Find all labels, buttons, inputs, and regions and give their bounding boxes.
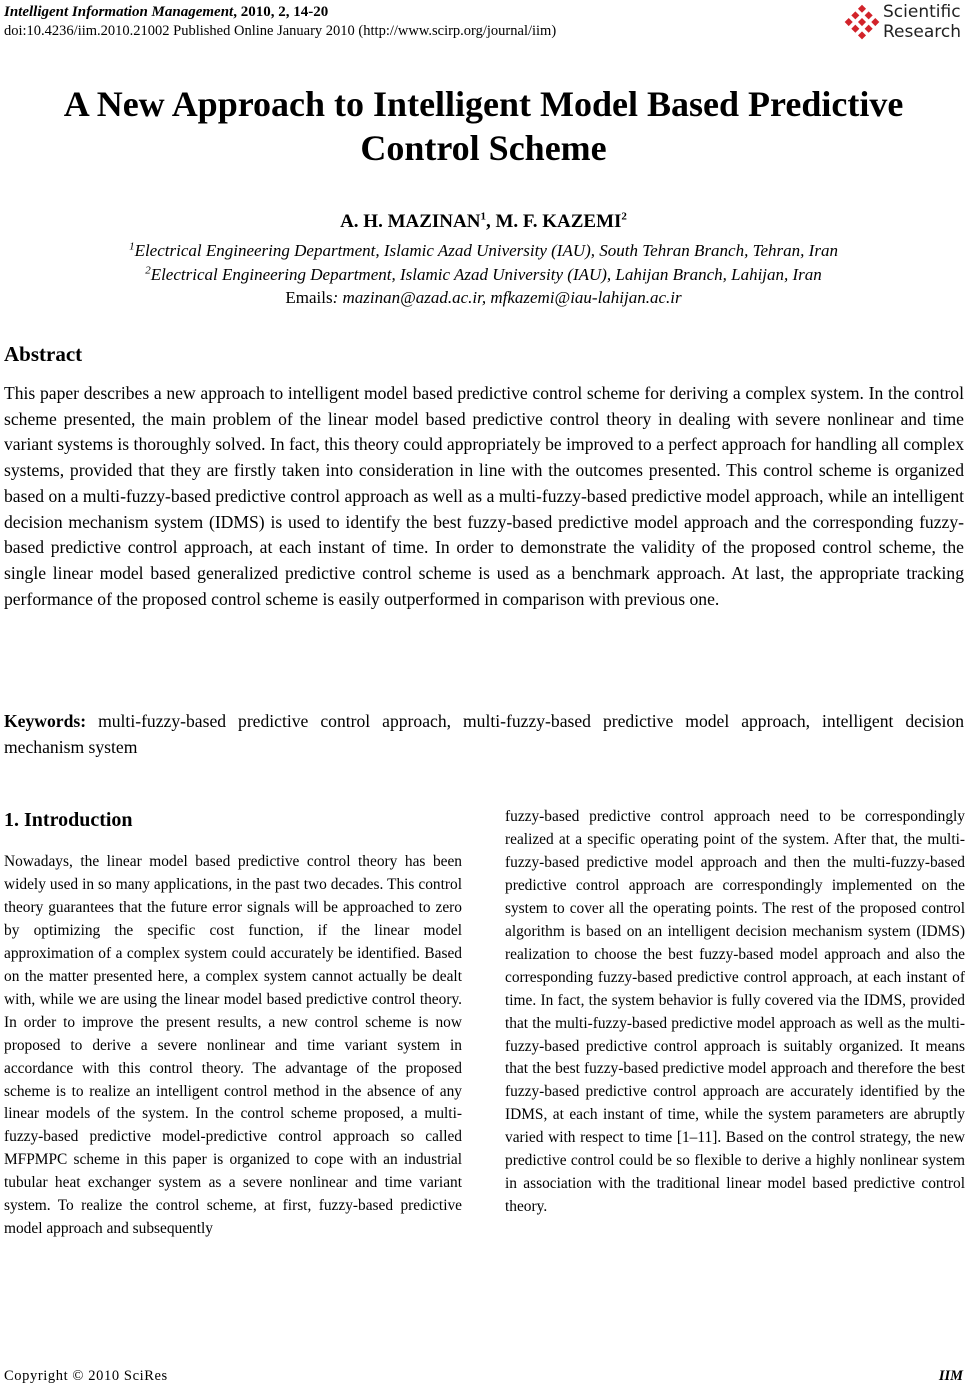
logo-line-2: Research [883,22,961,42]
introduction-heading: 1. Introduction [4,809,133,831]
author-list [0,211,967,233]
title-line-2: Control Scheme [360,128,607,168]
paper-title [0,82,967,170]
abstract-text: This paper describes a new approach to intelligent model based predictive control scheme for deriving a complex system. In the control scheme presented, the main problem of the linear model based predictive control theory in dealing with severe nonlinear and time variant systems is thoroughly solved. In fact, this theory could appropriately be improved to a perfect approach for handling all complex systems, provided that they are firstly taken into consideration in line with the outcomes presented. This control scheme is organized based on a multi-fuzzy-based predictive control approach as well as a multi-fuzzy-based predictive model approach, while an intelligent decision mechanism system (IDMS) is used to identify the best fuzzy-based predictive model approach and the corresponding fuzzy-based predictive control approach, at each instant of time. In order to demonstrate the validity of the proposed control scheme, the single linear model based generalized predictive control scheme is used as a benchmark approach. At last, the appropriate tracking performance of the proposed control scheme is easily outperformed in comparison with previous one. [4,383,964,609]
author-1: A. H. MAZINAN [340,211,481,232]
affiliation-2-mark: 2 [145,264,151,277]
copyright-notice: Copyright © 2010 SciRes [4,1368,168,1384]
affiliation-2 [0,265,967,285]
author-separator: , [485,211,496,232]
journal-name: Intelligent Information Management [4,4,234,20]
journal-citation [4,3,556,22]
emails-label: Emails [285,288,333,307]
journal-header [4,3,556,41]
introduction-right-column: fuzzy-based predictive control approach need to be correspondingly realized at a specific operating point of the system. After that, the multi-fuzzy-based predictive model approach and then the multi-fuzzy-based predictive control approach are correspondingly implemented on the system to cover all the operating points. The rest of the proposed control algorithm is based on an intelligent decision mechanism system (IDMS) realization to choose the best fuzzy-based model approach and also the corresponding fuzzy-based predictive control approach, at each instant of time. In fact, the system behavior is fully covered via the IDMS, provided that the multi-fuzzy-based predictive model approach as well as the multi-fuzzy-based predictive control approach is suitably organized. It means that the best fuzzy-based predictive model approach and therefore the best fuzzy-based predictive control approach are accurately identified by the IDMS, at each instant of time, while the system parameters are abruptly varied with respect to time [1–11]. Based on the control strategy, the new predictive control could be so flexible to derive a highly nonlinear system in association with the traditional linear model based predictive control theory. [505,808,965,1216]
affiliation-1-text: Electrical Engineering Department, Islamic Azad University (IAU), South Tehran Branch, Tehran, Iran [134,241,838,260]
author-2: M. F. KAZEMI [495,211,622,232]
keywords-label: Keywords: [4,711,87,731]
journal-abbreviation: IIM [938,1368,963,1384]
emails-line [0,288,967,308]
author-1-affiliation-mark: 1 [480,210,486,223]
abstract-heading: Abstract [4,342,83,366]
scientific-research-logo-icon [843,4,881,42]
doi-line: doi:10.4236/iim.2010.21002 Published Online January 2010 (http://www.scirp.org/journal/iim) [4,23,557,39]
logo-line-1: Scientific [883,2,961,22]
publisher-logo [843,2,963,46]
author-2-affiliation-mark: 2 [621,210,627,223]
affiliation-1 [0,241,967,261]
affiliation-1-mark: 1 [129,240,135,253]
introduction-left-column: Nowadays, the linear model based predictive control theory has been widely used in so many applications, in the past two decades. This control theory guarantees that the future error signals will be approached to zero by optimizing the specific cost function, if the linear model approximation of a complex system could accurately be identified. Based on the matter presented here, a complex system cannot actually be dealt with, while we are using the linear model based predictive control theory. In order to improve the present results, a new control scheme is now proposed to derive a severe nonlinear and time variant system in accordance with this control theory. The advantage of the proposed scheme is to realize an intelligent control method in the absence of any linear models of the system. In the control scheme proposed, a multi-fuzzy-based predictive model-predictive control approach so called MFPMPC scheme in this paper is organized to cope with an industrial tubular heat exchanger system as a severe nonlinear and time variant system. To realize the control scheme, at first, fuzzy-based predictive model approach and subsequently [4,853,462,1238]
title-line-1: A New Approach to Intelligent Model Based Predictive [63,84,904,124]
keywords [4,709,964,760]
affiliation-2-text: Electrical Engineering Department, Islamic Azad University (IAU), Lahijan Branch, Lahijan, Iran [150,265,822,284]
emails-text: : mazinan@azad.ac.ir, mfkazemi@iau-lahijan.ac.ir [332,288,682,307]
journal-volume: , 2010, 2, 14-20 [233,4,329,20]
keywords-text: multi-fuzzy-based predictive control approach, multi-fuzzy-based predictive model approach, intelligent decision mechanism system [4,711,964,757]
logo-text [883,2,961,42]
